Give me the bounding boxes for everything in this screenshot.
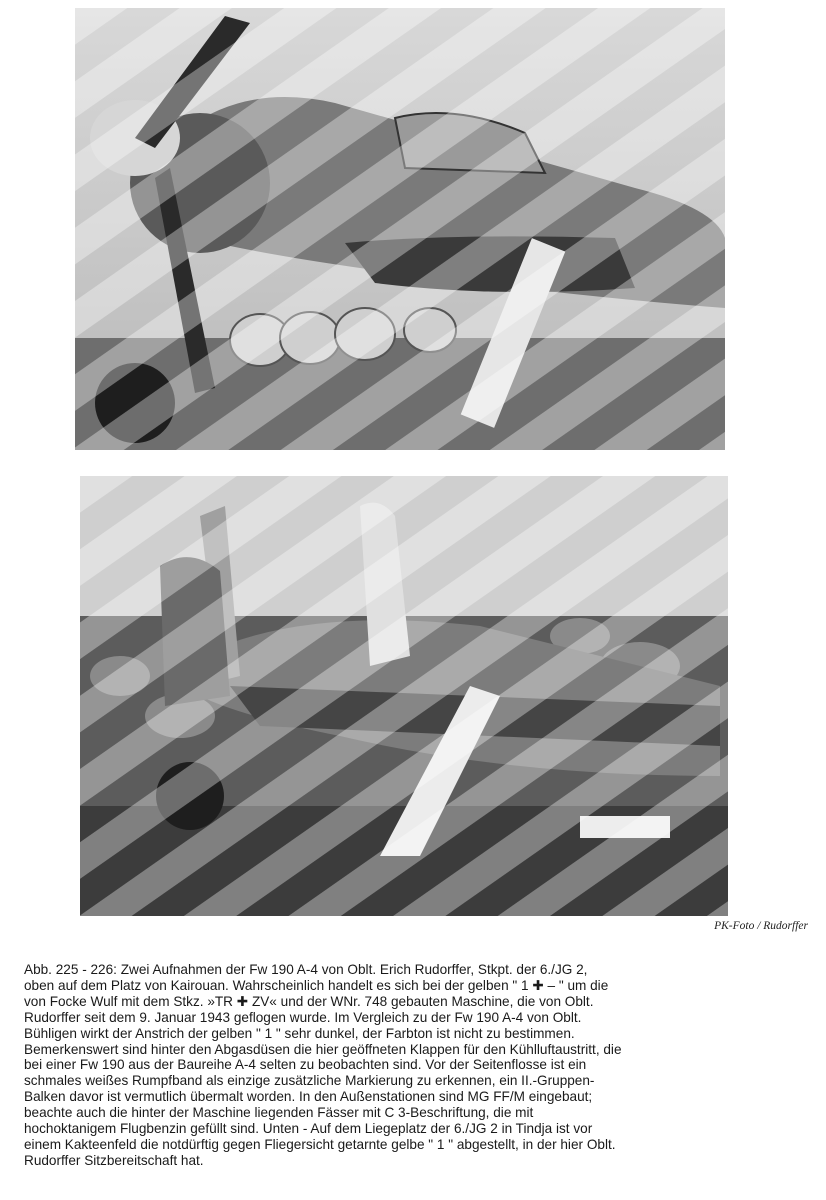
caption-line: Bühligen wirkt der Anstrich der gelben " 1 " sehr dunkel, der Farbton ist nicht zu bestimmen.: [24, 1025, 575, 1041]
photo-credit: PK-Foto / Rudorffer: [714, 920, 808, 932]
caption-line: oben auf dem Platz von Kairouan. Wahrscheinlich handelt es sich bei der gelben " 1 ✚ – " um die: [24, 977, 609, 993]
caption-line: Rudorffer Sitzbereitschaft hat.: [24, 1152, 204, 1168]
caption-line: Rudorffer seit dem 9. Januar 1943 geflogen wurde. Im Vergleich zu der Fw 190 A-4 von Oblt.: [24, 1009, 582, 1025]
caption-line: einem Kakteenfeld die notdürftig gegen Fliegersicht getarnte gelbe " 1 " abgestellt, in der hier Oblt.: [24, 1136, 616, 1152]
caption-line: Balken davor ist vermutlich übermalt worden. In den Außenstationen sind MG FF/M eingebaut;: [24, 1089, 593, 1105]
caption-line: hochoktanigem Flugbenzin gefüllt sind. Unten - Auf dem Liegeplatz der 6./JG 2 in Tindja ist vor: [24, 1121, 593, 1137]
photo-bottom-image: [80, 476, 728, 916]
photo-top-image: [75, 8, 725, 450]
caption-line: schmales weißes Rumpfband als einzige zusätzliche Markierung zu erkennen, ein II.-Gruppen-: [24, 1073, 595, 1089]
photo-bottom: [80, 476, 728, 916]
caption-line: von Focke Wulf mit dem Stkz. »TR ✚ ZV« und der WNr. 748 gebauten Maschine, die von Oblt.: [24, 993, 594, 1009]
photo-top: [75, 8, 725, 450]
caption-text: [24, 962, 804, 1169]
caption-line: Bemerkenswert sind hinter den Abgasdüsen die hier geöffneten Klappen für den Kühlluftaustritt, die: [24, 1041, 622, 1057]
caption-line: bei einer Fw 190 aus der Baureihe A-4 selten zu beobachten sind. Vor der Seitenflosse ist ein: [24, 1057, 587, 1073]
caption-line: Abb. 225 - 226: Zwei Aufnahmen der Fw 190 A-4 von Oblt. Erich Rudorffer, Stkpt. der 6./JG 2,: [24, 962, 588, 977]
caption-line: beachte auch die hinter der Maschine liegenden Fässer mit C 3-Beschriftung, die mit: [24, 1105, 534, 1121]
